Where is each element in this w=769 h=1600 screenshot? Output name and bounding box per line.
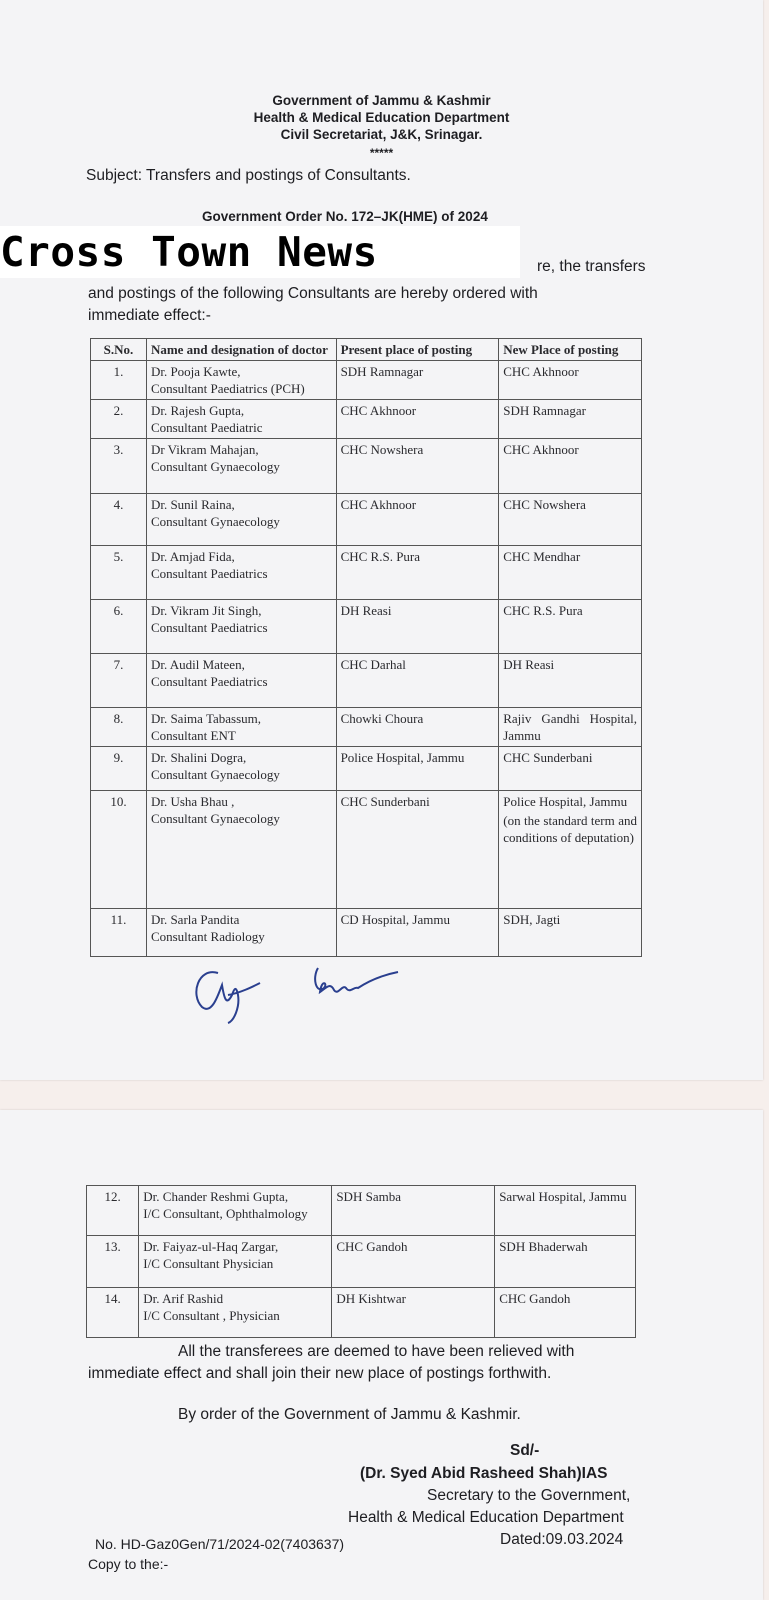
cell-present-posting: CHC Darhal xyxy=(336,654,499,708)
new-posting-value: SDH, Jagti xyxy=(503,912,561,927)
cell-sno: 2. xyxy=(91,400,147,439)
signatory-title-2: Health & Medical Education Department xyxy=(348,1509,624,1526)
cell-present-posting: CHC Akhnoor xyxy=(336,400,499,439)
new-posting-value: SDH Bhaderwah xyxy=(499,1239,588,1254)
doctor-name: Dr. Vikram Jit Singh, xyxy=(150,603,262,618)
reference-number: No. HD-Gaz0Gen/71/2024-02(7403637) xyxy=(95,1536,345,1552)
cell-sno: 11. xyxy=(91,909,147,957)
doctor-designation: Consultant Radiology xyxy=(150,929,265,944)
signature-1 xyxy=(188,955,268,1025)
cell-doctor xyxy=(146,439,336,494)
cell-new-posting xyxy=(499,600,642,654)
cell-sno: 7. xyxy=(91,654,147,708)
table-row xyxy=(91,494,642,546)
doctor-designation: Consultant Paediatrics xyxy=(150,620,268,635)
doctor-name: Dr. Sunil Raina, xyxy=(150,497,235,512)
cell-present-posting: SDH Samba xyxy=(332,1186,495,1236)
copy-to: Copy to the:- xyxy=(88,1556,169,1572)
document-page-2 xyxy=(0,1110,763,1600)
doctor-name: Dr Vikram Mahajan, xyxy=(150,442,259,457)
doctor-name: Dr. Saima Tabassum, xyxy=(150,711,261,726)
header-present: Present place of posting xyxy=(336,339,499,361)
header-name: Name and designation of doctor xyxy=(146,339,336,361)
postings-table-continued xyxy=(86,1185,636,1338)
cell-doctor xyxy=(139,1236,332,1288)
cell-doctor xyxy=(146,494,336,546)
table-row xyxy=(91,546,642,600)
doctor-name: Dr. Pooja Kawte, xyxy=(150,364,241,379)
cell-doctor xyxy=(146,708,336,747)
new-posting-value: DH Reasi xyxy=(503,657,555,672)
cell-doctor xyxy=(146,400,336,439)
doctor-name: Dr. Audil Mateen, xyxy=(150,657,245,672)
table-row xyxy=(91,600,642,654)
cell-present-posting: CD Hospital, Jammu xyxy=(336,909,499,957)
cell-new-posting xyxy=(495,1288,636,1338)
cell-present-posting: CHC Akhnoor xyxy=(336,494,499,546)
cell-new-posting xyxy=(499,708,642,747)
doctor-designation: Consultant Gynaecology xyxy=(150,514,280,529)
cell-new-posting xyxy=(499,400,642,439)
new-posting-value: Sarwal Hospital, Jammu xyxy=(499,1189,627,1204)
doctor-name: Dr. Arif Rashid xyxy=(143,1291,224,1306)
cell-doctor xyxy=(146,747,336,791)
doctor-designation: Consultant Gynaecology xyxy=(150,459,280,474)
doctor-designation: I/C Consultant , Physician xyxy=(143,1308,280,1323)
doctor-designation: I/C Consultant, Ophthalmology xyxy=(143,1206,308,1221)
cell-doctor xyxy=(139,1288,332,1338)
cell-present-posting: DH Kishtwar xyxy=(332,1288,495,1338)
cell-present-posting: SDH Ramnagar xyxy=(336,361,499,400)
cell-sno: 1. xyxy=(91,361,147,400)
doctor-designation: Consultant Paediatrics (PCH) xyxy=(150,381,305,396)
postings-table xyxy=(90,338,642,957)
table-row xyxy=(91,909,642,957)
cell-new-posting xyxy=(499,909,642,957)
header-new: New Place of posting xyxy=(499,339,642,361)
new-posting-value: Rajiv Gandhi Hospital, Jammu xyxy=(503,711,637,743)
doctor-name: Dr. Amjad Fida, xyxy=(150,549,235,564)
cell-present-posting: Police Hospital, Jammu xyxy=(336,747,499,791)
doctor-name: Dr. Chander Reshmi Gupta, xyxy=(143,1189,289,1204)
new-posting-value: CHC R.S. Pura xyxy=(503,603,583,618)
cell-new-posting xyxy=(499,747,642,791)
header-government: Government of Jammu & Kashmir xyxy=(272,93,491,108)
cell-present-posting: Chowki Choura xyxy=(336,708,499,747)
sd-mark: Sd/- xyxy=(510,1442,540,1459)
doctor-designation: Consultant Gynaecology xyxy=(150,767,280,782)
new-posting-value: Police Hospital, Jammu xyxy=(503,794,628,809)
table-header-row xyxy=(91,339,642,361)
cell-sno: 10. xyxy=(91,791,147,909)
table-row xyxy=(87,1236,636,1288)
cell-new-posting xyxy=(499,654,642,708)
cell-sno: 4. xyxy=(91,494,147,546)
cell-doctor xyxy=(146,361,336,400)
watermark-banner: Cross Town News xyxy=(0,226,520,278)
header-address: Civil Secretariat, J&K, Srinagar. xyxy=(280,127,483,142)
new-posting-value: CHC Akhnoor xyxy=(503,364,579,379)
cell-sno: 6. xyxy=(91,600,147,654)
table-row xyxy=(91,654,642,708)
new-posting-value: CHC Sunderbani xyxy=(503,750,593,765)
cell-present-posting: CHC Nowshera xyxy=(336,439,499,494)
doctor-name: Dr. Rajesh Gupta, xyxy=(150,403,245,418)
cell-doctor xyxy=(139,1186,332,1236)
cell-doctor xyxy=(146,909,336,957)
table-row xyxy=(91,791,642,909)
header-sno: S.No. xyxy=(91,339,147,361)
intro-line-3: immediate effect:- xyxy=(88,307,211,324)
closing-line-1: All the transferees are deemed to have been relieved with xyxy=(178,1343,575,1360)
table-row xyxy=(91,439,642,494)
table-row xyxy=(91,747,642,791)
new-posting-value: SDH Ramnagar xyxy=(503,403,586,418)
doctor-name: Dr. Usha Bhau , xyxy=(150,794,235,809)
cell-present-posting: CHC Sunderbani xyxy=(336,791,499,909)
cell-sno: 8. xyxy=(91,708,147,747)
doctor-designation: Consultant ENT xyxy=(150,728,236,743)
closing-line-2: immediate effect and shall join their new place of postings forthwith. xyxy=(88,1365,552,1382)
doctor-designation: Consultant Paediatrics xyxy=(150,566,268,581)
cell-doctor xyxy=(146,546,336,600)
cell-present-posting: CHC Gandoh xyxy=(332,1236,495,1288)
new-posting-value: CHC Nowshera xyxy=(503,497,586,512)
intro-line-2: and postings of the following Consultants are hereby ordered with xyxy=(88,285,538,302)
doctor-designation: Consultant Paediatrics xyxy=(150,674,268,689)
header-department: Health & Medical Education Department xyxy=(253,110,510,125)
cell-new-posting xyxy=(495,1236,636,1288)
table-row xyxy=(91,400,642,439)
cell-sno: 12. xyxy=(87,1186,139,1236)
cell-new-posting xyxy=(499,361,642,400)
cell-new-posting xyxy=(499,791,642,909)
doctor-name: Dr. Shalini Dogra, xyxy=(150,750,247,765)
cell-new-posting xyxy=(499,546,642,600)
cell-present-posting: CHC R.S. Pura xyxy=(336,546,499,600)
cell-new-posting xyxy=(495,1186,636,1236)
table-row xyxy=(87,1186,636,1236)
cell-new-posting xyxy=(499,439,642,494)
subject-line: Subject: Transfers and postings of Consultants. xyxy=(86,167,411,184)
cell-present-posting: DH Reasi xyxy=(336,600,499,654)
cell-doctor xyxy=(146,600,336,654)
doctor-name: Dr. Faiyaz-ul-Haq Zargar, xyxy=(143,1239,279,1254)
cell-new-posting xyxy=(499,494,642,546)
doctor-designation: Consultant Gynaecology xyxy=(150,811,280,826)
cell-sno: 3. xyxy=(91,439,147,494)
new-posting-value: CHC Akhnoor xyxy=(503,442,579,457)
signature-2 xyxy=(308,958,408,1008)
by-order-line: By order of the Government of Jammu & Kashmir. xyxy=(178,1406,521,1423)
intro-tail: re, the transfers xyxy=(537,258,646,275)
order-title: Government Order No. 172–JK(HME) of 2024 xyxy=(202,209,488,224)
cell-sno: 9. xyxy=(91,747,147,791)
dated-line: Dated:09.03.2024 xyxy=(500,1531,624,1548)
new-posting-note: (on the standard term and conditions of deputation) xyxy=(503,813,637,845)
cell-sno: 14. xyxy=(87,1288,139,1338)
doctor-designation: I/C Consultant Physician xyxy=(143,1256,274,1271)
doctor-designation: Consultant Paediatric xyxy=(150,420,263,435)
table-row xyxy=(91,708,642,747)
cell-doctor xyxy=(146,791,336,909)
table-row xyxy=(91,361,642,400)
cell-sno: 13. xyxy=(87,1236,139,1288)
signatory-title-1: Secretary to the Government, xyxy=(427,1487,631,1504)
cell-doctor xyxy=(146,654,336,708)
header-stars: ***** xyxy=(369,146,394,160)
new-posting-value: CHC Mendhar xyxy=(503,549,581,564)
doctor-name: Dr. Sarla Pandita xyxy=(150,912,240,927)
table-row xyxy=(87,1288,636,1338)
cell-sno: 5. xyxy=(91,546,147,600)
new-posting-value: CHC Gandoh xyxy=(499,1291,571,1306)
signatory-name: (Dr. Syed Abid Rasheed Shah)IAS xyxy=(360,1465,608,1482)
